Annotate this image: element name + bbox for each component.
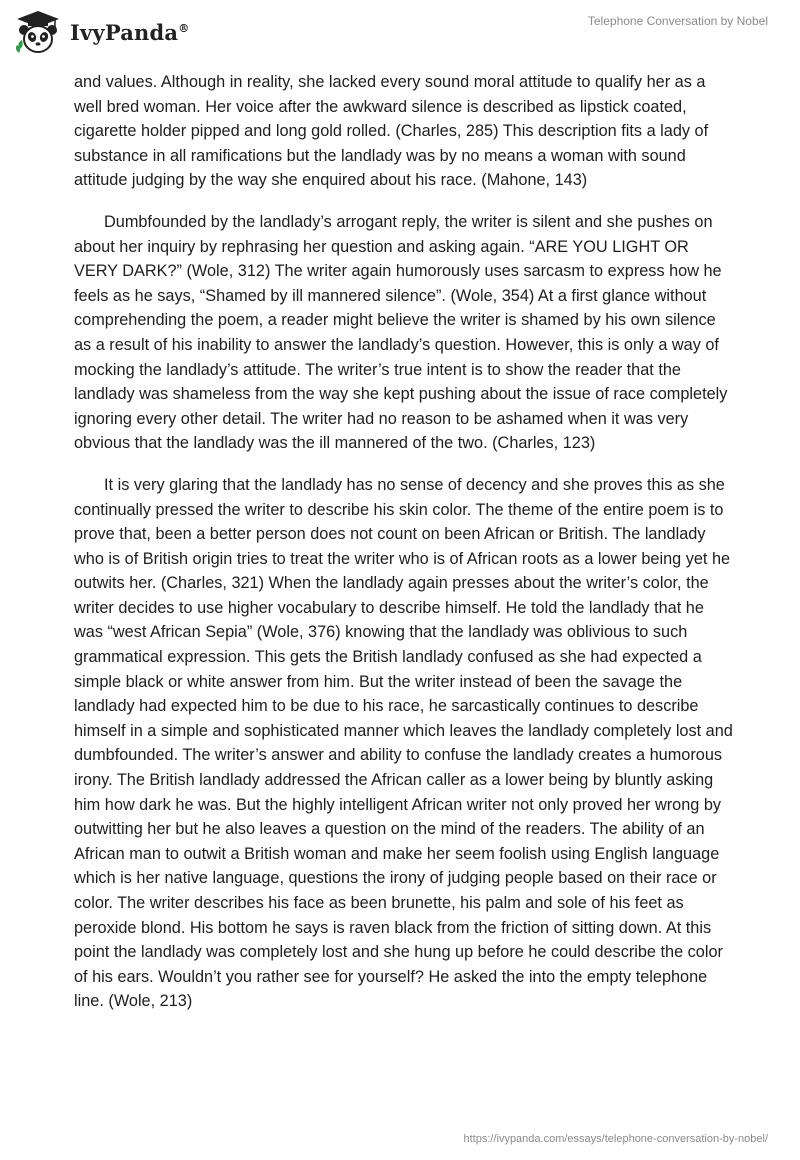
registered-mark: ® — [178, 21, 190, 35]
paragraph-2: Dumbfounded by the landlady’s arrogant reply, the writer is silent and she pushes on about her inquiry by rephrasing her question and asking again. “ARE YOU LIGHT OR VERY DARK?” (Wole, 312) The writer again humorously uses sarcasm to express how he feels as he says, “Shamed by ill mannered silence”. (Wole, 354) At a first glance without comprehending the poem, a reader might believe the writer is shamed by his own silence as a result of his inability to answer the landlady’s question. However, this is only a way of mocking the landlady’s attitude. The writer’s true intent is to show the reader that the landlady was shameless from the way she kept pushing about the issue of race completely ignoring every other detail. The writer had no reason to be ashamed when it was very obvious that the landlady was the ill mannered of the two. (Charles, 123) — [74, 212, 728, 453]
document-title: Telephone Conversation by Nobel — [587, 14, 768, 28]
brand-name: IvyPanda® — [70, 19, 190, 45]
panda-graduate-icon — [14, 9, 62, 55]
page-header — [0, 0, 800, 64]
paragraph-1: and values. Although in reality, she lacked every sound moral attitude to qualify her as a well bred woman. Her voice after the awkward silence is described as lipstick coated, cigarette holder pipped and long gold rolled. (Charles, 285) This description fits a lady of substance in all ramifications but the landlady was by no means a woman with sound attitude judging by the way she enquired about his race. (Mahone, 143) — [74, 73, 709, 190]
brand-logo[interactable] — [14, 9, 189, 55]
paragraph-3: It is very glaring that the landlady has no sense of decency and she proves this as she continually pressed the writer to describe his skin color. The theme of the entire poem is to prove that, been a better person does not count on been African or British. The landlady who is of British origin tries to treat the writer who is of African roots as a lower being yet he outwits her. (Charles, 321) When the landlady again presses about the writer’s color, the writer decides to use higher vocabulary to describe himself. He told the landlady that he was “west African Sepia” (Wole, 376) knowing that the landlady was oblivious to such grammatical expression. This gets the British landlady confused as she had expected a simple black or white answer from him. But the writer instead of been the savage the landlady had expected him to be due to his race, he sarcastically continues to describe himself in a simple and sophisticated manner which leaves the landlady completely lost and dumbfounded. The writer’s answer and ability to confuse the landlady creates a humorous irony. The British landlady addressed the African caller as a lower being by bluntly asking him how dark he was. But the highly intelligent African writer not only proved her wrong by outwitting her but he also leaves a question on the mind of the readers. The ability of an African man to outwit a British woman and make her seem foolish using English language which is her native language, questions the irony of judging people based on their race or color. The writer describes his face as been brunette, his palm and sole of his feet as peroxide blond. His bottom he says is raven black from the friction of sitting down. At this point the landlady was completely lost and she hung up before he could describe the color of his ears. Wouldn’t you rather see for yourself? He asked the into the empty telephone line. (Wole, 213) — [74, 475, 733, 1011]
essay-body — [74, 70, 734, 1031]
source-url[interactable]: https://ivypanda.com/essays/telephone-conversation-by-nobel/ — [463, 1133, 768, 1145]
